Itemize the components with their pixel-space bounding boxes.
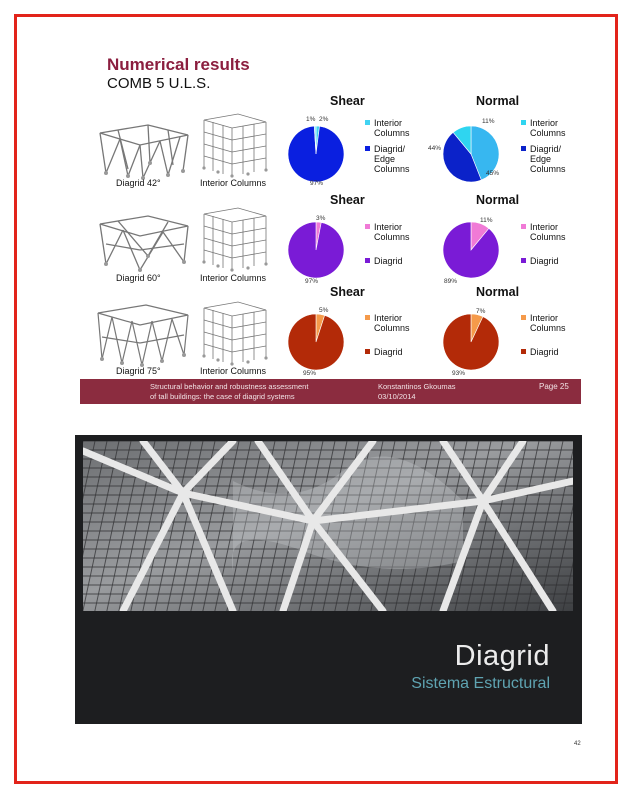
pie-slice [288,314,344,370]
pie-normal-75-label-93: 93% [452,370,466,377]
chart4-title: Normal [476,193,520,207]
legend-shear-60 [365,222,418,266]
chart6-title: Normal [476,285,520,299]
legend-swatch [365,315,370,320]
legend-swatch [365,146,370,151]
chart3-title: Shear [330,193,365,207]
footer-thesis-line2: of tall buildings: the case of diagrid systems [150,392,295,401]
slide-subtitle: COMB 5 U.L.S. [107,75,211,92]
legend-item: Interior Columns [374,118,410,138]
legend-item: Diagrid [530,256,559,266]
results-slide [80,48,581,404]
row3-model-label: Diagrid 75° [116,366,161,376]
legend-shear-42 [365,118,418,174]
legend-normal-60 [521,222,574,266]
pie-normal-60-label-11: 11% [480,217,493,224]
legend-swatch [365,349,370,354]
legend-swatch [365,120,370,125]
pie-shear-75-label-5: 5% [319,307,329,314]
legend-item: Diagrid [374,347,403,357]
legend-swatch [521,120,526,125]
pie-normal-42-label-44: 44% [428,145,442,152]
pie-shear-60-label-3: 3% [316,215,326,222]
chart5-title: Shear [330,285,365,299]
interior-columns-60-image [198,200,270,276]
diagrid-42-model-image [88,103,193,181]
pie-normal-42-label-45: 45% [486,170,500,177]
pie-shear-60-label-97: 97% [305,278,319,285]
footer-author: Konstantinos Gkoumas [378,382,456,391]
pie-shear-75-label-95: 95% [303,370,317,377]
diagrid-title-slide [75,435,582,724]
footer-date: 03/10/2014 [378,392,416,401]
footer-page: Page 25 [539,382,569,391]
legend-item: Interior Columns [530,222,566,242]
row3-columns-label: Interior Columns [200,366,267,376]
legend-shear-75 [365,313,418,357]
pie-shear-75 [288,314,344,370]
legend-item: Diagrid/ Edge Columns [374,144,410,174]
diagrid-60-model-image [88,198,193,276]
legend-swatch [521,258,526,263]
slide-title: Numerical results [107,55,250,74]
row2-model-label: Diagrid 60° [116,273,161,283]
slide-footer [80,379,581,404]
pie-slice [443,314,499,370]
pie-shear-42 [288,126,344,182]
legend-normal-42 [521,118,574,174]
legend-swatch [521,349,526,354]
pie-slice [288,222,344,278]
legend-swatch [521,146,526,151]
legend-item: Diagrid [374,256,403,266]
pie-normal-60 [443,222,499,278]
legend-swatch [521,224,526,229]
pie-shear-60 [288,222,344,278]
diagrid-facade-photo [83,441,573,611]
diagrid-75-model-image [88,293,193,371]
pie-shear-42-label-1: 1% [306,116,316,123]
legend-normal-75 [521,313,574,357]
legend-item: Interior Columns [374,313,410,333]
chart2-title: Normal [476,94,520,108]
pie-normal-75-label-7: 7% [476,308,486,315]
pie-normal-42-label-11: 11% [482,118,495,125]
legend-item: Interior Columns [530,313,566,333]
pie-shear-42-label-97: 97% [310,180,324,187]
legend-item: Interior Columns [530,118,566,138]
row1-model-label: Diagrid 42° [116,178,161,188]
legend-swatch [521,315,526,320]
legend-item: Diagrid/ Edge Columns [530,144,566,174]
footer-thesis-line1: Structural behavior and robustness assessment [150,382,309,391]
legend-swatch [365,224,370,229]
pie-normal-60-label-89: 89% [444,278,458,285]
legend-item: Diagrid [530,347,559,357]
row1-columns-label: Interior Columns [200,178,267,188]
legend-swatch [365,258,370,263]
row2-columns-label: Interior Columns [200,273,267,283]
interior-columns-75-image [198,294,270,370]
pie-normal-75 [443,314,499,370]
chart1-title: Shear [330,94,365,108]
slide-title: Diagrid [454,640,550,672]
interior-columns-42-image [198,106,270,182]
page-number: 42 [574,741,581,747]
pie-shear-42-label-2: 2% [319,116,329,123]
pie-slice [443,222,499,278]
slide-subtitle: Sistema Estructural [411,675,550,692]
legend-item: Interior Columns [374,222,410,242]
